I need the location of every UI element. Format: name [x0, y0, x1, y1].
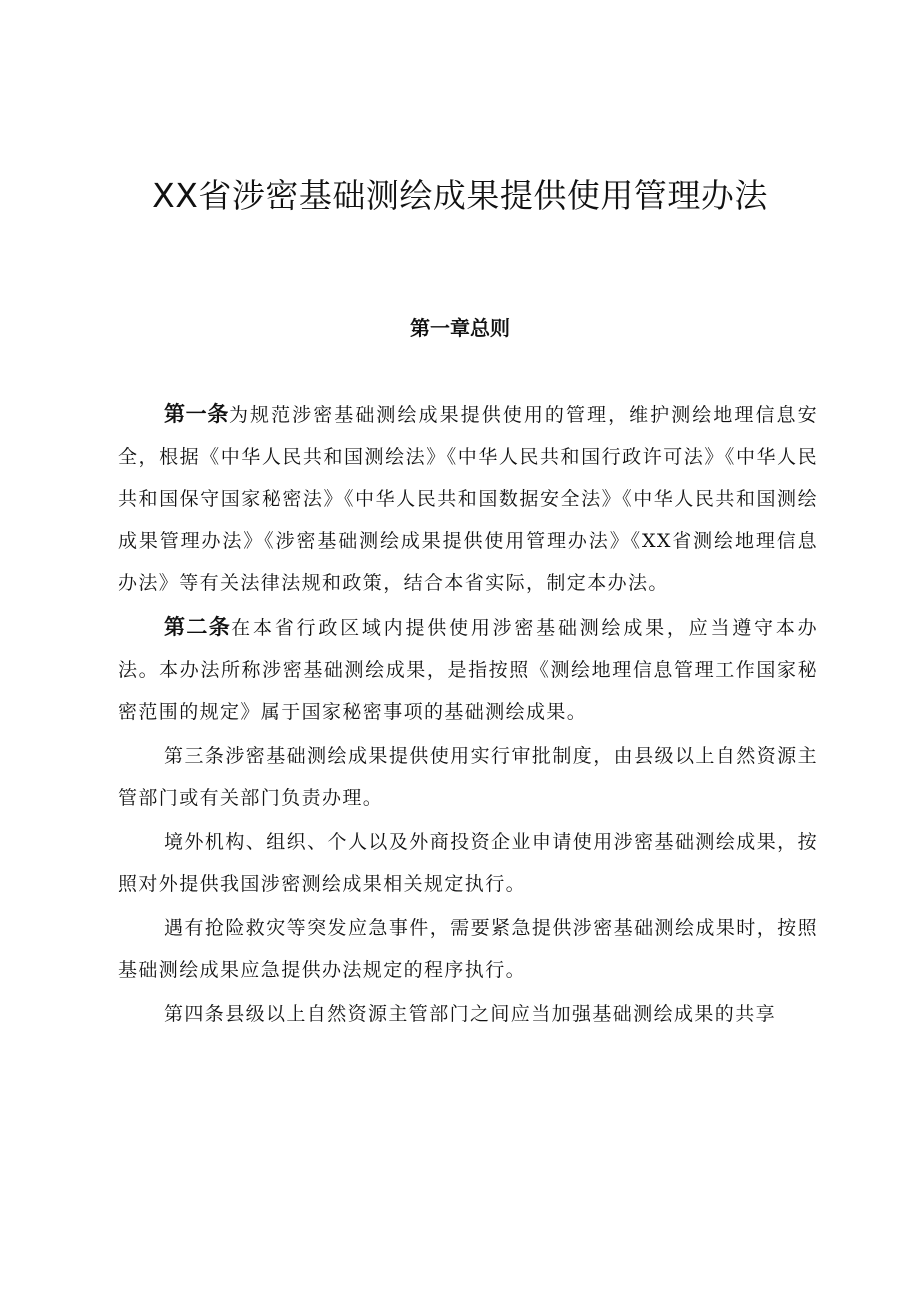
article-4-paragraph	[118, 993, 818, 1035]
article-3-paragraph	[118, 735, 818, 819]
article-3-text: 第三条涉密基础测绘成果提供使用实行审批制度，由县级以上自然资源主管部门或有关部门负责办理。	[118, 745, 818, 809]
document-title: XX省涉密基础测绘成果提供使用管理办法	[152, 176, 768, 215]
article-1-text: 为规范涉密基础测绘成果提供使用的管理，维护测绘地理信息安全，根据《中华人民共和国测绘法》《中华人民共和国行政许可法》《中华人民共和国保守国家秘密法》《中华人民共和国数据安全法》《中华人民共和国测绘成果管理办法》《涉密基础测绘成果提供使用管理办法》《XX省测绘地理信息办法》等有关法律法规和政策，结合本省实际，制定本办法。	[118, 404, 819, 594]
document-body	[118, 393, 818, 1035]
article-3-emergency-text: 遇有抢险救灾等突发应急事件，需要紧急提供涉密基础测绘成果时，按照基础测绘成果应急提供办法规定的程序执行。	[118, 917, 818, 981]
article-4-text: 第四条县级以上自然资源主管部门之间应当加强基础测绘成果的共享	[164, 1003, 777, 1025]
article-2-label: 第二条	[164, 615, 232, 639]
article-3-foreign-text: 境外机构、组织、个人以及外商投资企业申请使用涉密基础测绘成果，按照对外提供我国涉密测绘成果相关规定执行。	[118, 831, 818, 895]
article-1-label: 第一条	[164, 402, 229, 426]
chapter-title: 第一章总则	[410, 316, 510, 340]
article-2-paragraph	[118, 606, 818, 733]
article-3-foreign-paragraph	[118, 821, 818, 905]
article-1-paragraph	[118, 393, 818, 604]
article-2-text: 在本省行政区域内提供使用涉密基础测绘成果，应当遵守本办法。本办法所称涉密基础测绘成果，是指按照《测绘地理信息管理工作国家秘密范围的规定》属于国家秘密事项的基础测绘成果。	[118, 617, 819, 723]
article-3-emergency-paragraph	[118, 907, 818, 991]
